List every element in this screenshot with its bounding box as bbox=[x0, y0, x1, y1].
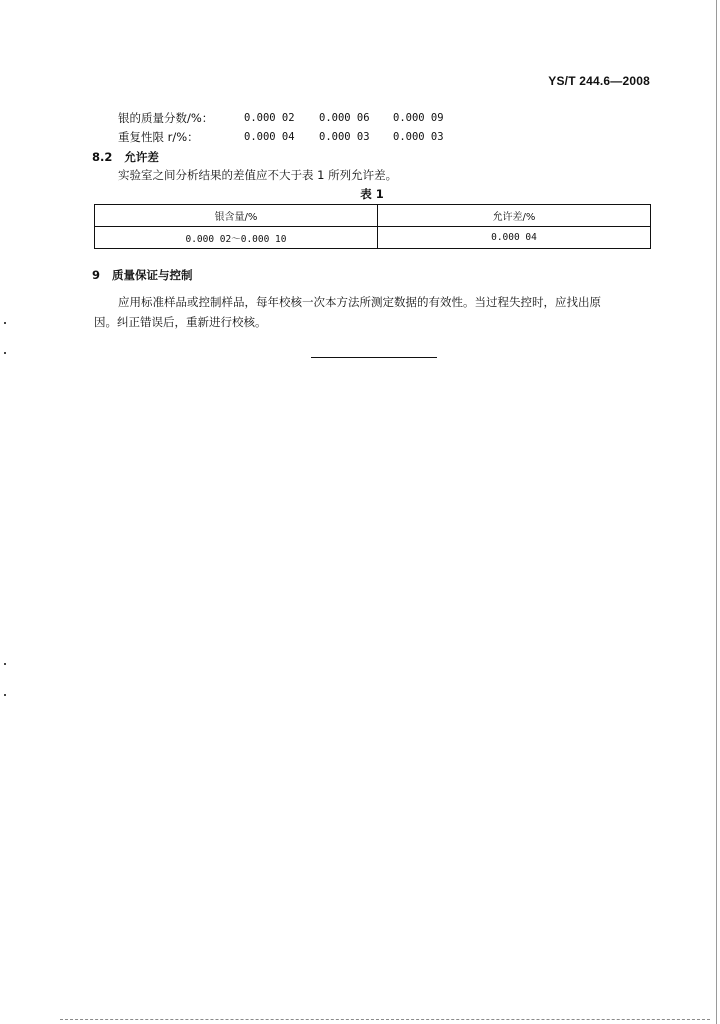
precision-value: 0.000 06 bbox=[319, 112, 370, 124]
precision-value: 0.000 09 bbox=[393, 112, 444, 124]
section-number: 8.2 bbox=[92, 150, 113, 164]
scan-mark bbox=[4, 322, 6, 324]
allowance-table bbox=[94, 204, 651, 249]
section-number: 9 bbox=[92, 268, 101, 282]
section-9-heading bbox=[92, 266, 193, 284]
precision-value: 0.000 02 bbox=[244, 112, 295, 124]
table-header-cell: 允许差/% bbox=[378, 205, 651, 227]
standard-code: YS/T 244.6—2008 bbox=[548, 74, 650, 88]
precision-value: 0.000 03 bbox=[319, 131, 370, 143]
section-8-2-text: 实验室之间分析结果的差值应不大于表 1 所列允许差。 bbox=[118, 168, 398, 182]
scan-mark bbox=[4, 352, 6, 354]
table-header-cell: 银含量/% bbox=[95, 205, 378, 227]
page-right-border bbox=[716, 0, 717, 1024]
precision-row-label: 重复性限 r/%： bbox=[118, 130, 199, 144]
table-row bbox=[95, 227, 651, 249]
precision-row-label: 银的质量分数/%： bbox=[118, 111, 214, 125]
table-cell: 0.000 02～0.000 10 bbox=[95, 227, 378, 249]
end-of-document-rule bbox=[311, 357, 437, 358]
table-caption: 表 1 bbox=[360, 187, 384, 201]
scan-mark bbox=[4, 694, 6, 696]
section-8-2-heading bbox=[92, 148, 159, 166]
table-cell: 0.000 04 bbox=[378, 227, 651, 249]
scan-mark bbox=[4, 663, 6, 665]
section-title: 质量保证与控制 bbox=[112, 268, 193, 282]
table-header-row bbox=[95, 205, 651, 227]
section-9-text-line-1: 应用标准样品或控制样品，每年校核一次本方法所测定数据的有效性。当过程失控时，应找出原 bbox=[118, 295, 601, 309]
precision-value: 0.000 04 bbox=[244, 131, 295, 143]
scan-bottom-edge bbox=[60, 1019, 710, 1021]
precision-value: 0.000 03 bbox=[393, 131, 444, 143]
section-9-text-line-2: 因。纠正错误后，重新进行校核。 bbox=[94, 315, 267, 329]
section-title: 允许差 bbox=[124, 150, 159, 164]
